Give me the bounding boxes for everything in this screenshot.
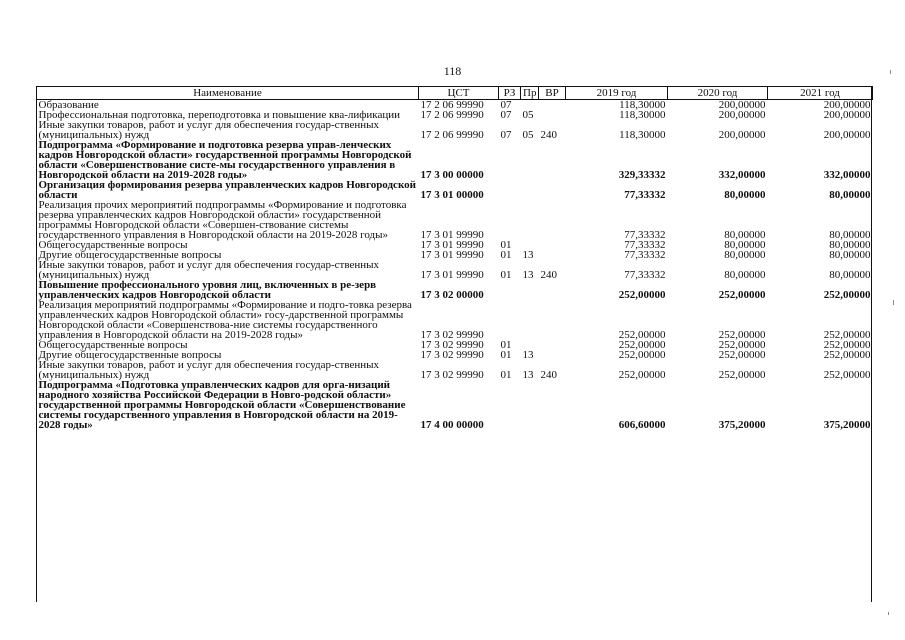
row-2021: 200,00000 bbox=[823, 109, 871, 121]
row-pr bbox=[521, 380, 539, 430]
right-border bbox=[871, 86, 872, 602]
row-vr bbox=[539, 340, 566, 350]
row-2020: 80,00000 bbox=[724, 269, 766, 281]
row-2019: 118,30000 bbox=[619, 99, 666, 111]
row-rz: 07 bbox=[500, 99, 512, 111]
row-cst: 17 3 00 00000 bbox=[420, 169, 484, 181]
row-vr bbox=[539, 180, 566, 200]
row-2021: 252,00000 bbox=[823, 289, 871, 301]
row-2020: 200,00000 bbox=[718, 109, 766, 121]
col-header-cst: ЦСТ bbox=[419, 87, 499, 100]
row-name: Другие общегосударственные вопросы bbox=[38, 249, 222, 261]
row-rz: 01 bbox=[500, 369, 512, 381]
row-2020: 375,20000 bbox=[718, 419, 766, 431]
row-pr bbox=[521, 200, 539, 240]
row-vr bbox=[539, 100, 566, 111]
row-2021: 252,00000 bbox=[823, 349, 871, 361]
row-cst: 17 2 06 99990 bbox=[420, 109, 484, 121]
header-row bbox=[37, 87, 873, 100]
row-rz bbox=[499, 180, 521, 200]
row-vr bbox=[539, 110, 566, 120]
row-2019: 252,00000 bbox=[618, 369, 666, 381]
row-cst: 17 3 02 99990 bbox=[420, 369, 484, 381]
row-2021: 80,00000 bbox=[829, 269, 871, 281]
row-cst: 17 3 01 99990 bbox=[420, 249, 484, 261]
table-row bbox=[37, 260, 873, 280]
row-vr bbox=[539, 380, 566, 430]
row-pr: 13 bbox=[522, 349, 534, 361]
row-2020: 252,00000 bbox=[718, 339, 766, 351]
row-2019: 118,30000 bbox=[619, 129, 666, 141]
col-header-rz: РЗ bbox=[499, 87, 521, 100]
row-pr: 13 bbox=[522, 269, 534, 281]
table-row bbox=[37, 140, 873, 180]
row-2020: 252,00000 bbox=[718, 329, 766, 341]
row-2021: 200,00000 bbox=[823, 99, 871, 111]
row-2019: 252,00000 bbox=[618, 329, 666, 341]
row-name: Профессиональная подготовка, переподготовка и повышение ква-лификации bbox=[38, 109, 400, 121]
row-2020: 80,00000 bbox=[724, 229, 766, 241]
row-2019: 77,33332 bbox=[624, 249, 666, 261]
row-cst: 17 3 01 99990 bbox=[420, 229, 484, 241]
row-2020: 80,00000 bbox=[724, 239, 766, 251]
row-rz bbox=[499, 200, 521, 240]
row-rz bbox=[499, 140, 521, 180]
row-name: Иные закупки товаров, работ и услуг для обеспечения государ-ственных (муниципальных) нужд bbox=[38, 359, 380, 381]
row-pr bbox=[521, 300, 539, 340]
row-pr: 05 bbox=[522, 129, 534, 141]
row-vr: 240 bbox=[540, 269, 557, 281]
row-rz: 01 bbox=[500, 269, 512, 281]
row-2019: 329,33332 bbox=[618, 169, 666, 181]
row-cst: 17 3 01 99990 bbox=[420, 239, 484, 251]
row-2020: 252,00000 bbox=[718, 349, 766, 361]
row-vr bbox=[539, 140, 566, 180]
col-header-vr: ВР bbox=[539, 87, 566, 100]
table-row bbox=[37, 280, 873, 300]
row-2020: 200,00000 bbox=[718, 129, 766, 141]
row-name: Образование bbox=[38, 99, 99, 111]
row-rz: 01 bbox=[500, 249, 512, 261]
row-cst: 17 3 01 99990 bbox=[420, 269, 484, 281]
row-pr bbox=[521, 180, 539, 200]
row-pr bbox=[521, 280, 539, 300]
row-vr bbox=[539, 240, 566, 250]
row-vr bbox=[539, 200, 566, 240]
row-2019: 77,33332 bbox=[624, 229, 666, 241]
row-2019: 118,30000 bbox=[619, 109, 666, 121]
row-name: Общегосударственные вопросы bbox=[38, 239, 188, 251]
row-name: Организация формирования резерва управленческих кадров Новгородской области bbox=[38, 179, 416, 201]
row-2021: 375,20000 bbox=[823, 419, 871, 431]
table-body bbox=[37, 100, 873, 431]
row-2021: 80,00000 bbox=[829, 239, 871, 251]
page-number: 118 bbox=[443, 64, 462, 78]
row-rz: 01 bbox=[500, 339, 512, 351]
row-2021: 80,00000 bbox=[829, 189, 871, 201]
row-2019: 77,33332 bbox=[624, 269, 666, 281]
col-header-name: Наименование bbox=[37, 87, 419, 100]
budget-table bbox=[36, 86, 873, 430]
row-name: Реализация прочих мероприятий подпрограммы «Формирование и подготовка резерва управленческих кадров Новгородской области» государственной программы Новгородской области «Совершен-ствование системы государственного управления в Новгородской области на 2019-2028 годы» bbox=[38, 199, 407, 241]
col-header-2021: 2021 год bbox=[768, 87, 873, 100]
row-rz bbox=[499, 380, 521, 430]
col-header-2020: 2020 год bbox=[668, 87, 768, 100]
row-vr bbox=[539, 250, 566, 260]
row-rz bbox=[499, 280, 521, 300]
row-cst: 17 3 02 99990 bbox=[420, 329, 484, 341]
row-vr bbox=[539, 280, 566, 300]
row-rz: 01 bbox=[500, 239, 512, 251]
row-vr: 240 bbox=[540, 369, 557, 381]
row-name: Другие общегосударственные вопросы bbox=[38, 349, 222, 361]
row-vr bbox=[539, 350, 566, 360]
row-2019: 77,33332 bbox=[624, 239, 666, 251]
row-2020: 80,00000 bbox=[724, 189, 766, 201]
row-vr: 240 bbox=[540, 129, 557, 141]
row-2021: 332,00000 bbox=[823, 169, 871, 181]
row-cst: 17 2 06 99990 bbox=[420, 129, 484, 141]
table-row bbox=[37, 300, 873, 340]
row-pr: 13 bbox=[522, 369, 534, 381]
row-name: Иные закупки товаров, работ и услуг для обеспечения государ-ственных (муниципальных) нужд bbox=[38, 259, 380, 281]
row-rz: 07 bbox=[500, 109, 512, 121]
row-2021: 252,00000 bbox=[823, 339, 871, 351]
row-2020: 252,00000 bbox=[718, 369, 766, 381]
row-2019: 77,33332 bbox=[624, 189, 666, 201]
row-name: Общегосударственные вопросы bbox=[38, 339, 188, 351]
table-row bbox=[37, 120, 873, 140]
row-pr bbox=[521, 140, 539, 180]
row-rz: 07 bbox=[500, 129, 512, 141]
row-name: Подпрограмма «Формирование и подготовка резерва управ-ленческих кадров Новгородской области» государственной программы Новгородской области «Совершенствование систе-мы государственного управления в Новгородской области на 2019-2028 годы» bbox=[38, 139, 412, 181]
row-cst: 17 3 02 99990 bbox=[420, 349, 484, 361]
row-2021: 200,00000 bbox=[823, 129, 871, 141]
row-rz bbox=[499, 300, 521, 340]
row-2020: 252,00000 bbox=[718, 289, 766, 301]
row-2021: 252,00000 bbox=[823, 329, 871, 341]
row-2019: 252,00000 bbox=[618, 289, 666, 301]
row-name: Реализация мероприятий подпрограммы «Формирование и подго-товка резерва управленческих кадров Новгородской области» госу-дарственной программы Новгородской области «Совершенствова-ние системы государственного управления в Новгородской области на 2019-2028 годы» bbox=[38, 299, 412, 341]
left-border bbox=[36, 86, 37, 602]
table-row bbox=[37, 380, 873, 430]
col-header-pr: Пр bbox=[521, 87, 539, 100]
row-cst: 17 3 01 00000 bbox=[420, 189, 484, 201]
row-cst: 17 3 02 00000 bbox=[420, 289, 484, 301]
row-2021: 80,00000 bbox=[829, 249, 871, 261]
row-pr: 13 bbox=[522, 249, 534, 261]
row-2021: 252,00000 bbox=[823, 369, 871, 381]
row-2019: 606,60000 bbox=[618, 419, 666, 431]
row-cst: 17 2 06 99990 bbox=[420, 99, 484, 111]
scan-speck bbox=[893, 300, 894, 305]
row-vr bbox=[539, 300, 566, 340]
row-2019: 252,00000 bbox=[618, 339, 666, 351]
row-pr: 05 bbox=[522, 109, 534, 121]
row-rz: 01 bbox=[500, 349, 512, 361]
row-2021: 80,00000 bbox=[829, 229, 871, 241]
col-header-2019: 2019 год bbox=[566, 87, 668, 100]
row-2020: 80,00000 bbox=[724, 249, 766, 261]
row-2020: 332,00000 bbox=[718, 169, 766, 181]
row-2020: 200,00000 bbox=[718, 99, 766, 111]
scan-speck bbox=[888, 612, 889, 615]
row-cst: 17 3 02 99990 bbox=[420, 339, 484, 351]
row-name: Подпрограмма «Подготовка управленческих кадров для орга-низаций народного хозяйства Российской Федерации в Новго-родской области» государственной программы Новгородской области «Совершенствование системы государственного управления в Новгородской области на 2019-2028 годы» bbox=[38, 379, 406, 431]
row-name: Повышение профессионального уровня лиц, включенных в ре-зерв управленческих кадров Новгородской области bbox=[38, 279, 377, 301]
table-row bbox=[37, 200, 873, 240]
table-row bbox=[37, 360, 873, 380]
row-cst: 17 4 00 00000 bbox=[420, 419, 484, 431]
row-name: Иные закупки товаров, работ и услуг для обеспечения государ-ственных (муниципальных) нужд bbox=[38, 119, 380, 141]
row-2019: 252,00000 bbox=[618, 349, 666, 361]
table-row bbox=[37, 180, 873, 200]
scan-speck bbox=[890, 70, 891, 74]
